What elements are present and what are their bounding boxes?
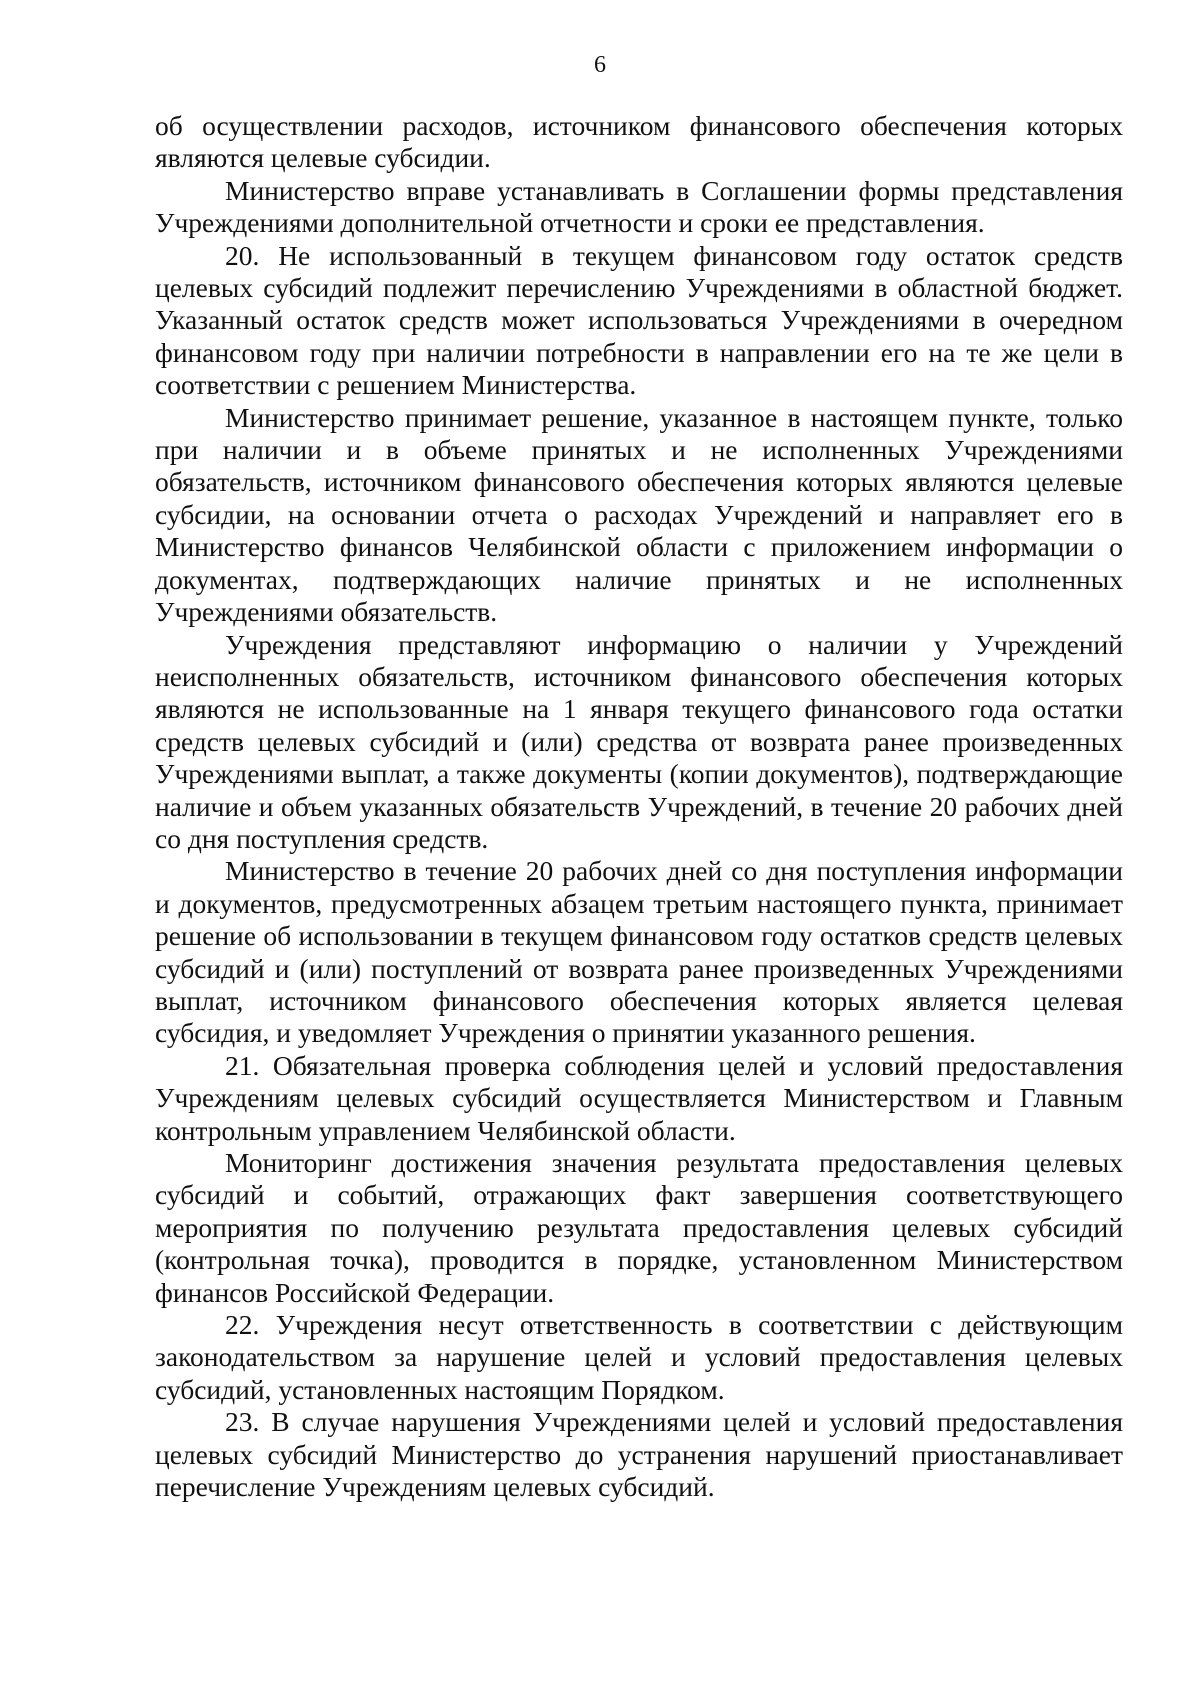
- paragraph-ministry-review: Министерство в течение 20 рабочих дней со дня поступления информации и документов, предусмотренных абзацем третьим настоящего пункта, принимает решение об использовании в текущем финансовом году остатков средств целевых субсидий и (или) поступлений от возврата ранее произведенных Учреждениями выплат, источником финансового обеспечения которых является целевая субсидия, и уведомляет Учреждения о принятии указанного решения.: [155, 855, 1123, 1049]
- paragraph-continuation: об осуществлении расходов, источником финансового обеспечения которых являются целевые субсидии.: [155, 110, 1123, 174]
- paragraph-item-20: 20. Не использованный в текущем финансовом году остаток средств целевых субсидий подлежит перечислению Учреждениями в областной бюджет. Указанный остаток средств может использоваться Учреждениями в очередном финансовом году при наличии потребности в направлении его на те же цели в соответствии с решением Министерства.: [155, 239, 1123, 401]
- paragraph-monitoring: Мониторинг достижения значения результата предоставления целевых субсидий и событий, отражающих факт завершения соответствующего мероприятия по получению результата предоставления целевых субсидий (контрольная точка), проводится в порядке, установленном Министерством финансов Российской Федерации.: [155, 1147, 1123, 1308]
- paragraph-item-23: 23. В случае нарушения Учреждениями целей и условий предоставления целевых субсидий Министерство до устранения нарушений приостанавливает перечисление Учреждениям целевых субсидий.: [155, 1406, 1123, 1503]
- document-body: [155, 110, 1123, 1503]
- paragraph-ministry-decision: Министерство принимает решение, указанное в настоящем пункте, только при наличии и в объеме принятых и не исполненных Учреждениями обязательств, источником финансового обеспечения которых являются целевые субсидии, на основании отчета о расходах Учреждений и направляет его в Министерство финансов Челябинской области с приложением информации о документах, подтверждающих наличие принятых и не исполненных Учреждениями обязательств.: [155, 401, 1123, 628]
- paragraph-item-21: 21. Обязательная проверка соблюдения целей и условий предоставления Учреждениям целевых субсидий осуществляется Министерством и Главным контрольным управлением Челябинской области.: [155, 1049, 1123, 1146]
- paragraph-institutions-report: Учреждения представляют информацию о наличии у Учреждений неисполненных обязательств, источником финансового обеспечения которых являются не использованные на 1 января текущего финансового года остатки средств целевых субсидий и (или) средства от возврата ранее произведенных Учреждениями выплат, а также документы (копии документов), подтверждающие наличие и объем указанных обязательств Учреждений, в течение 20 рабочих дней со дня поступления средств.: [155, 628, 1123, 854]
- paragraph-additional-reporting: Министерство вправе устанавливать в Соглашении формы представления Учреждениями дополнительной отчетности и сроки ее представления.: [155, 174, 1123, 239]
- paragraph-item-22: 22. Учреждения несут ответственность в соответствии с действующим законодательством за нарушение целей и условий предоставления целевых субсидий, установленных настоящим Порядком.: [155, 1309, 1123, 1405]
- page-number: 6: [594, 52, 606, 78]
